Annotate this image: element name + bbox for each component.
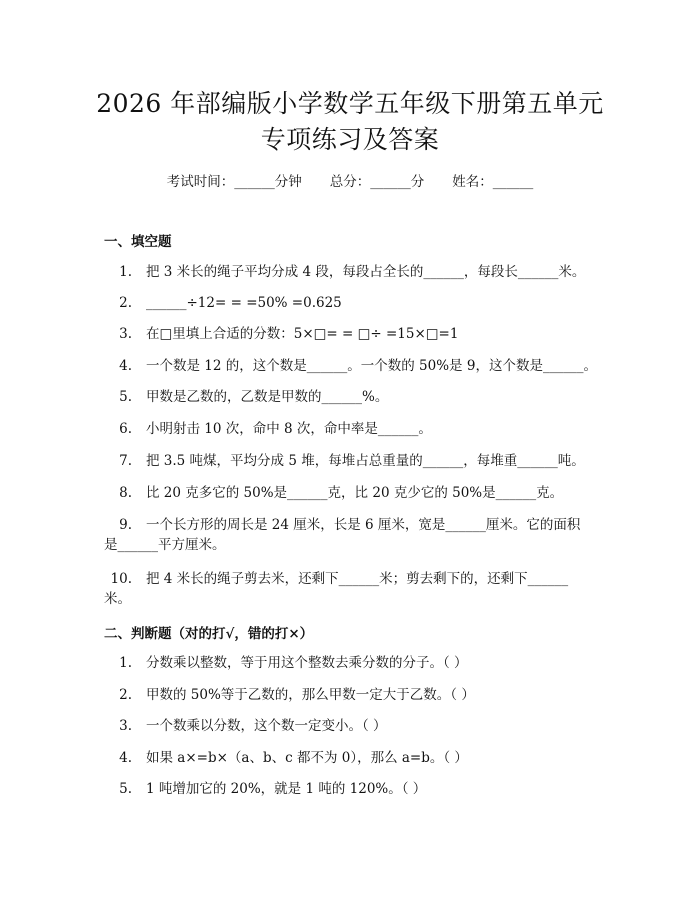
student-name: 姓名：______ [452,174,534,190]
question-text: 比 20 克多它的 50%是______克，比 20 克少它的 50%是______克。 [146,485,564,501]
question-text: 如果 a×=b×（a、b、c 都不为 0），那么 a=b。（ ） [146,750,468,766]
question-number: 8. [119,485,132,501]
question-number: 6. [119,421,132,437]
question-number: 1. [119,264,132,280]
question-text: 分数乘以整数，等于用这个整数去乘分数的分子。（ ） [146,655,468,671]
question-number: 1. [119,655,132,671]
question-item [104,569,596,609]
question-text: 1 吨增加它的 20%，就是 1 吨的 120%。（ ） [146,781,427,797]
document-title-line1: 2026 年部编版小学数学五年级下册第五单元 [96,89,604,118]
question-number: 5. [119,389,132,405]
exam-meta [0,170,700,190]
section-heading-fill-in: 一、填空题 [104,234,172,250]
question-number: 3. [119,718,132,734]
question-number: 7. [119,453,132,469]
question-text: 把 3.5 吨煤，平均分成 5 堆，每堆占总重量的______，每堆重______吨。 [146,453,585,469]
question-item [104,356,596,376]
question-item [104,324,596,344]
question-number: 4. [119,358,132,374]
question-text: 甲数是乙数的，乙数是甲数的______%。 [146,389,389,405]
question-text: 把 3 米长的绳子平均分成 4 段，每段占全长的______，每段长______米。 [146,264,586,280]
question-text: 一个数乘以分数，这个数一定变小。（ ） [146,718,387,734]
question-number: 3. [119,326,132,342]
question-item [104,515,596,555]
exam-time: 考试时间：______分钟 [166,174,302,190]
section-heading-true-false: 二、判断题（对的打√，错的打×） [104,626,314,642]
question-text: ______÷12= = =50% =0.625 [146,295,342,311]
question-item [104,387,596,407]
question-text: 甲数的 50%等于乙数的，那么甲数一定大于乙数。（ ） [146,687,475,703]
question-item [104,419,596,439]
question-item [104,779,596,799]
question-item [104,483,596,503]
question-number: 4. [119,750,132,766]
question-text-continued: 是______平方厘米。 [104,537,226,553]
document-title-line2: 专项练习及答案 [260,125,440,154]
question-number: 2. [119,687,132,703]
question-item [104,716,596,736]
question-text-continued: 米。 [104,591,131,607]
question-number: 2. [119,295,132,311]
question-item [104,262,596,282]
question-item [104,293,596,313]
question-number: 9. [119,517,132,533]
question-number: 5. [119,781,132,797]
question-text: 把 4 米长的绳子剪去米，还剩下______米；剪去剩下的，还剩下______ [146,571,569,587]
question-number: 10. [110,571,132,587]
question-text: 小明射击 10 次，命中 8 次，命中率是______。 [146,421,432,437]
question-item [104,653,596,673]
question-text: 一个长方形的周长是 24 厘米，长是 6 厘米，宽是______厘米。它的面积 [146,517,581,533]
question-item [104,685,596,705]
question-item [104,451,596,471]
exam-score: 总分：______分 [329,174,425,190]
question-text: 在□里填上合适的分数：5×□= = □÷ =15×□=1 [146,326,459,342]
question-text: 一个数是 12 的，这个数是______。一个数的 50%是 9，这个数是______。 [146,358,597,374]
question-item [104,748,596,768]
